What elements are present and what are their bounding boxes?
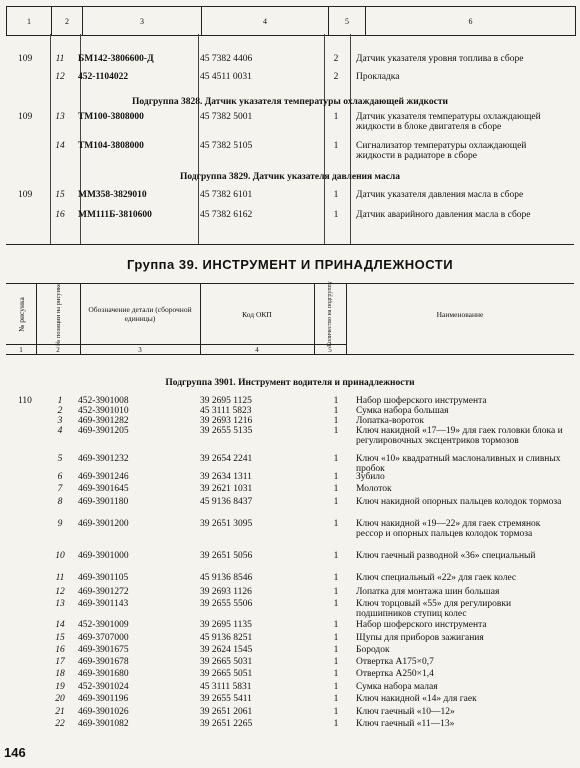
col-number: 4 xyxy=(200,344,315,355)
row-designation: 469-3901143 xyxy=(78,599,129,609)
row-name: Сигнализатор температуры охлаждающей жидкости в радиаторе в сборе xyxy=(356,141,527,161)
row-designation: 469-3707000 xyxy=(78,633,129,643)
row-name: Ключ гаечный «10—12» xyxy=(356,707,455,717)
table-row xyxy=(0,54,580,68)
row-okp: 39 2655 5506 xyxy=(200,599,253,609)
row-designation: 469-3901282 xyxy=(78,416,129,426)
row-name: Отвертка А250×1,4 xyxy=(356,669,434,679)
row-picture: 110 xyxy=(18,396,32,406)
row-name: Набор шоферского инструмента xyxy=(356,396,487,406)
section-divider xyxy=(6,244,574,245)
row-qty: 1 xyxy=(333,620,339,630)
row-position: 13 xyxy=(55,599,65,609)
row-position: 19 xyxy=(55,682,65,692)
row-okp: 45 9136 8251 xyxy=(200,633,253,643)
row-okp: 39 2651 5056 xyxy=(200,551,253,561)
row-okp: 39 2651 3095 xyxy=(200,519,253,529)
top-header-row xyxy=(6,6,576,36)
row-position: 13 xyxy=(55,112,65,122)
row-okp: 39 2655 5411 xyxy=(200,694,252,704)
row-qty: 1 xyxy=(333,426,339,436)
row-qty: 1 xyxy=(333,599,339,609)
row-designation: 469-3901232 xyxy=(78,454,129,464)
table-row xyxy=(0,620,580,634)
table-row xyxy=(0,454,580,474)
row-qty: 1 xyxy=(333,573,339,583)
row-name: Ключ гаечный разводной «36» специальный xyxy=(356,551,536,561)
row-qty: 1 xyxy=(333,210,339,220)
group-title: Группа 39. ИНСТРУМЕНТ И ПРИНАДЛЕЖНОСТИ xyxy=(126,257,454,272)
row-name: Прокладка xyxy=(356,72,400,82)
row-qty: 1 xyxy=(333,472,339,482)
row-picture: 109 xyxy=(18,190,33,200)
row-designation: ТМ104-3808000 xyxy=(78,141,144,151)
row-name: Лопатка для монтажа шин большая xyxy=(356,587,500,597)
row-qty: 1 xyxy=(333,719,339,729)
row-name: Отвертка А175×0,7 xyxy=(356,657,434,667)
col-okp-header: Код ОКП xyxy=(200,284,315,344)
row-okp: 45 7382 4406 xyxy=(200,54,253,64)
row-designation: 469-3901645 xyxy=(78,484,129,494)
table-row xyxy=(0,551,580,565)
table-row xyxy=(0,719,580,733)
table-row xyxy=(0,112,580,132)
row-position: 17 xyxy=(55,657,65,667)
row-name: Ключ накидной «14» для гаек xyxy=(356,694,477,704)
row-okp: 45 9136 8437 xyxy=(200,497,253,507)
col-number: 2 xyxy=(36,344,81,355)
row-okp: 45 7382 5001 xyxy=(200,112,253,122)
subgroup-heading: Подгруппа 3828. Датчик указателя температуры охлаждающей жидкости xyxy=(132,97,448,107)
row-position: 11 xyxy=(55,54,65,64)
row-designation: БМ142-3806600-Д xyxy=(78,54,154,64)
row-position: 4 xyxy=(57,426,63,436)
row-designation: 469-3901082 xyxy=(78,719,129,729)
table-row xyxy=(0,573,580,587)
row-designation: 452-1104022 xyxy=(78,72,129,82)
row-designation: 469-3901105 xyxy=(78,573,129,583)
row-designation: ТМ100-3808000 xyxy=(78,112,144,122)
row-position: 16 xyxy=(55,645,65,655)
row-name: Ключ гаечный «11—13» xyxy=(356,719,455,729)
row-designation: 469-3901196 xyxy=(78,694,129,704)
row-designation: 452-3901010 xyxy=(78,406,129,416)
row-okp: 45 4511 0031 xyxy=(200,72,252,82)
table-row xyxy=(0,669,580,683)
row-qty: 1 xyxy=(333,396,339,406)
row-designation: 452-3901008 xyxy=(78,396,129,406)
table-row xyxy=(0,519,580,539)
row-okp: 39 2695 1125 xyxy=(200,396,252,406)
row-okp: 39 2693 1126 xyxy=(200,587,252,597)
row-okp: 39 2665 5031 xyxy=(200,657,253,667)
row-position: 7 xyxy=(57,484,63,494)
table-row xyxy=(0,497,580,511)
row-position: 11 xyxy=(55,573,65,583)
header-cell-3: 3 xyxy=(83,7,202,35)
row-designation: ММ358-3829010 xyxy=(78,190,147,200)
row-position: 9 xyxy=(57,519,63,529)
header-cell-6: 6 xyxy=(468,16,473,26)
header-cell-2: 2 xyxy=(52,7,83,35)
row-name: Датчик указателя уровня топлива в сборе xyxy=(356,54,524,64)
table-row xyxy=(0,599,580,619)
header-cell-1: 1 xyxy=(7,7,52,35)
row-qty: 1 xyxy=(333,190,339,200)
row-position: 10 xyxy=(55,551,65,561)
row-qty: 2 xyxy=(333,54,339,64)
row-picture: 109 xyxy=(18,54,33,64)
table-row xyxy=(0,210,580,224)
row-qty: 1 xyxy=(333,633,339,643)
row-designation: 469-3901000 xyxy=(78,551,129,561)
row-position: 15 xyxy=(55,190,65,200)
row-picture: 109 xyxy=(18,112,33,122)
row-position: 21 xyxy=(55,707,65,717)
row-okp: 39 2654 2241 xyxy=(200,454,253,464)
row-position: 16 xyxy=(55,210,65,220)
row-okp: 39 2624 1545 xyxy=(200,645,253,655)
table-row xyxy=(0,190,580,204)
row-name: Ключ специальный «22» для гаек колес xyxy=(356,573,517,583)
row-qty: 1 xyxy=(333,657,339,667)
row-qty: 1 xyxy=(333,519,339,529)
col-name-header: Наименование xyxy=(436,309,484,319)
row-name: Сумка набора большая xyxy=(356,406,449,416)
row-position: 22 xyxy=(55,719,65,729)
page-number: 146 xyxy=(4,745,26,760)
col-picture-header: № рисунка xyxy=(6,284,37,344)
row-position: 14 xyxy=(55,620,65,630)
row-name: Лопатка-вороток xyxy=(356,416,424,426)
row-position: 6 xyxy=(57,472,63,482)
row-position: 20 xyxy=(55,694,65,704)
row-designation: 469-3901678 xyxy=(78,657,129,667)
col-number: 1 xyxy=(6,344,37,355)
row-designation: 469-3901246 xyxy=(78,472,129,482)
col-number: 5 xyxy=(314,344,347,355)
subgroup-heading: Подгруппа 3901. Инструмент водителя и принадлежности xyxy=(165,378,415,388)
row-qty: 2 xyxy=(333,72,339,82)
row-qty: 1 xyxy=(333,669,339,679)
row-okp: 39 2621 1031 xyxy=(200,484,253,494)
table-row xyxy=(0,141,580,161)
row-position: 14 xyxy=(55,141,65,151)
row-okp: 45 3111 5823 xyxy=(200,406,252,416)
row-okp: 39 2651 2061 xyxy=(200,707,253,717)
row-position: 3 xyxy=(57,416,63,426)
row-qty: 1 xyxy=(333,497,339,507)
row-position: 5 xyxy=(57,454,63,464)
row-designation: 469-3901200 xyxy=(78,519,129,529)
col-position-header: № позиции на рисунке xyxy=(36,284,81,344)
row-name: Датчик указателя температуры охлаждающей жидкости в блоке двигателя в сборе xyxy=(356,112,541,132)
row-okp: 45 7382 5105 xyxy=(200,141,253,151)
row-name: Бородок xyxy=(356,645,390,655)
row-designation: ММ111Б-3810600 xyxy=(78,210,152,220)
table-row xyxy=(0,694,580,708)
row-position: 15 xyxy=(55,633,65,643)
row-okp: 39 2693 1216 xyxy=(200,416,253,426)
table-row xyxy=(0,72,580,86)
row-name: Ключ накидной опорных пальцев колодок тормоза xyxy=(356,497,562,507)
row-designation: 469-3901680 xyxy=(78,669,129,679)
row-name: Ключ «10» квадратный маслоналивных и сливных пробок xyxy=(356,454,561,474)
row-name: Щупы для приборов зажигания xyxy=(356,633,484,643)
row-position: 12 xyxy=(55,587,65,597)
row-designation: 469-3901026 xyxy=(78,707,129,717)
row-qty: 1 xyxy=(333,141,339,151)
row-okp: 45 9136 8546 xyxy=(200,573,253,583)
row-position: 2 xyxy=(57,406,63,416)
table-row xyxy=(0,484,580,498)
row-qty: 1 xyxy=(333,682,339,692)
row-name: Ключ торцовый «55» для регулировки подшипников ступиц колес xyxy=(356,599,512,619)
row-position: 8 xyxy=(57,497,63,507)
row-name: Зубило xyxy=(356,472,385,482)
tools-table-header xyxy=(6,283,574,355)
row-okp: 39 2634 1311 xyxy=(200,472,252,482)
row-okp: 39 2655 5135 xyxy=(200,426,253,436)
row-name: Набор шоферского инструмента xyxy=(356,620,487,630)
col-qty-header: Количество на подгруппу xyxy=(314,284,347,344)
row-qty: 1 xyxy=(333,587,339,597)
table-row xyxy=(0,426,580,446)
row-designation: 469-3901180 xyxy=(78,497,129,507)
row-name: Ключ накидной «17—19» для гаек головки блока и регулировочных эксцентриков тормозов xyxy=(356,426,563,446)
row-designation: 452-3901024 xyxy=(78,682,129,692)
header-cell-5: 5 xyxy=(329,7,366,35)
row-qty: 1 xyxy=(333,694,339,704)
header-cell-4: 4 xyxy=(202,7,329,35)
row-designation: 469-3901205 xyxy=(78,426,129,436)
row-qty: 1 xyxy=(333,112,339,122)
col-number: 3 xyxy=(80,344,201,355)
row-position: 18 xyxy=(55,669,65,679)
row-qty: 1 xyxy=(333,645,339,655)
col-designation-header: Обозначение детали (сборочной единицы) xyxy=(80,284,201,344)
row-name: Молоток xyxy=(356,484,392,494)
row-okp: 39 2665 5051 xyxy=(200,669,253,679)
row-designation: 452-3901009 xyxy=(78,620,129,630)
row-position: 12 xyxy=(55,72,65,82)
row-position: 1 xyxy=(57,396,63,406)
row-name: Датчик указателя давления масла в сборе xyxy=(356,190,524,200)
row-okp: 39 2695 1135 xyxy=(200,620,252,630)
row-qty: 1 xyxy=(333,454,339,464)
row-qty: 1 xyxy=(333,551,339,561)
row-qty: 1 xyxy=(333,707,339,717)
row-name: Датчик аварийного давления масла в сборе xyxy=(356,210,531,220)
row-qty: 1 xyxy=(333,484,339,494)
row-okp: 39 2651 2265 xyxy=(200,719,253,729)
row-qty: 1 xyxy=(333,406,339,416)
row-okp: 45 7382 6162 xyxy=(200,210,253,220)
row-designation: 469-3901675 xyxy=(78,645,129,655)
row-name: Ключ накидной «19—22» для гаек стремянок рессор и опорных пальцев колодок тормоза xyxy=(356,519,541,539)
row-designation: 469-3901272 xyxy=(78,587,129,597)
row-qty: 1 xyxy=(333,416,339,426)
subgroup-heading: Подгруппа 3829. Датчик указателя давления масла xyxy=(179,172,400,182)
row-okp: 45 7382 6101 xyxy=(200,190,253,200)
row-okp: 45 3111 5831 xyxy=(200,682,252,692)
row-name: Сумка набора малая xyxy=(356,682,438,692)
